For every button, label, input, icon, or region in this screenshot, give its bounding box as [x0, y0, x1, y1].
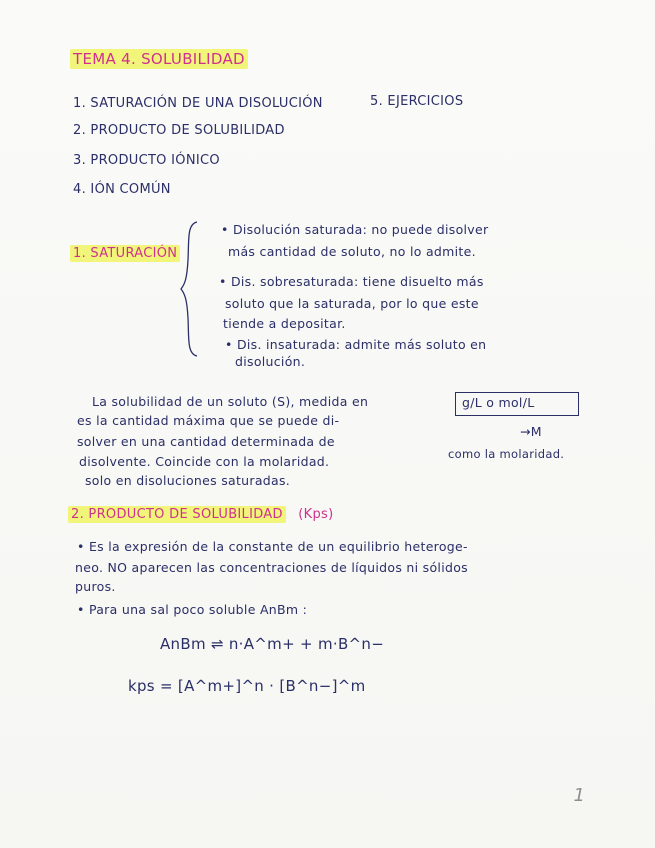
kps-expression: kps = [A^m+]^n · [B^n−]^m: [128, 677, 366, 695]
index-item-2: 2. PRODUCTO DE SOLUBILIDAD: [73, 123, 285, 138]
section1-title: [70, 246, 180, 261]
kps-line-2: neo. NO aparecen las concentraciones de líquidos ni sólidos: [75, 560, 468, 575]
index-item-1: 1. SATURACIÓN DE UNA DISOLUCIÓN: [73, 96, 323, 111]
sat-line-1: • Disolución saturada: no puede disolver: [221, 222, 489, 237]
def-line-3: solver en una cantidad determinada de: [77, 434, 335, 449]
def-line-1: La solubilidad de un soluto (S), medida en: [92, 394, 369, 409]
page-number: 1: [573, 785, 585, 806]
sat-line-6: • Dis. insaturada: admite más soluto en: [225, 337, 487, 352]
sat-line-3: • Dis. sobresaturada: tiene disuelto más: [219, 274, 484, 289]
def-line-4: disolvente. Coincide con la molaridad.: [79, 454, 330, 469]
kps-line-3: puros.: [75, 579, 116, 594]
kps-line-1: • Es la expresión de la constante de un equilibrio heteroge-: [77, 539, 468, 554]
equilibrium-equation: AnBm ⇌ n·A^m+ + m·B^n−: [160, 635, 385, 653]
section2-title-text: 2. PRODUCTO DE SOLUBILIDAD: [68, 506, 286, 523]
kps-line-4: • Para una sal poco soluble AnBm :: [77, 602, 308, 617]
molarity-note: como la molaridad.: [448, 447, 565, 461]
index-item-4: 4. IÓN COMÚN: [73, 182, 171, 197]
section1-title-text: 1. SATURACIÓN: [70, 245, 180, 262]
units-text: g/L o mol/L: [462, 395, 535, 410]
page-title: [70, 50, 248, 68]
section2-title-suffix: (Kps): [298, 507, 334, 522]
molarity-arrow: →M: [520, 424, 542, 439]
index-item-5: 5. EJERCICIOS: [370, 94, 464, 109]
def-line-2: es la cantidad máxima que se puede di-: [77, 413, 340, 428]
sat-line-7: disolución.: [235, 354, 306, 369]
index-item-3: 3. PRODUCTO IÓNICO: [73, 153, 220, 168]
title-text: TEMA 4. SOLUBILIDAD: [70, 49, 248, 69]
curly-brace-icon: [179, 220, 199, 358]
def-line-5: solo en disoluciones saturadas.: [85, 473, 291, 488]
sat-line-5: tiende a depositar.: [223, 316, 346, 331]
sat-line-2: más cantidad de soluto, no lo admite.: [228, 244, 476, 259]
section2-title: [68, 507, 333, 522]
sat-line-4: soluto que la saturada, por lo que este: [225, 296, 479, 311]
